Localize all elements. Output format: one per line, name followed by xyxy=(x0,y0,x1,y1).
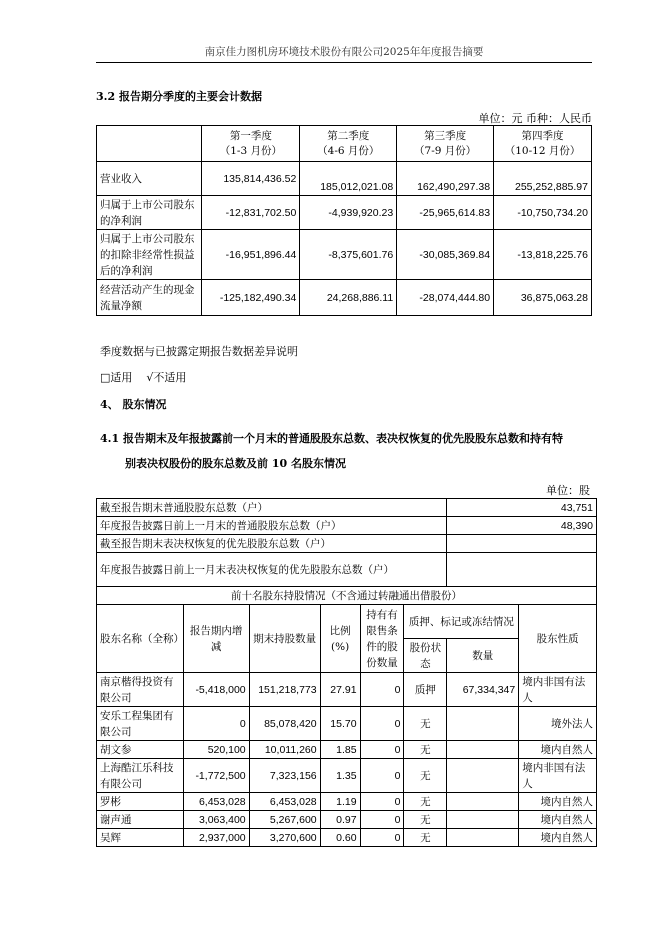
shareholder-change: 6,453,028 xyxy=(183,793,249,811)
shareholder-restricted: 0 xyxy=(360,793,404,811)
table-cell: -4,939,920.23 xyxy=(300,196,397,230)
shareholder-qty xyxy=(447,829,519,847)
shareholder-status: 无 xyxy=(404,829,447,847)
shareholder-name: 谢声通 xyxy=(97,811,184,829)
q2-header: 第二季度 （4-6 月份） xyxy=(300,126,397,162)
table-cell: -13,818,225.76 xyxy=(494,230,592,280)
shareholder-status: 无 xyxy=(404,811,447,829)
top10-title-row xyxy=(97,587,597,605)
table-cell: 162,490,297.38 xyxy=(397,162,494,196)
summary-value xyxy=(447,535,597,553)
col-header-pledge-status: 股份状态 xyxy=(404,639,447,673)
shareholder-change: -1,772,500 xyxy=(183,759,249,793)
table-cell: 255,252,885.97 xyxy=(494,162,592,196)
quarterly-data-table xyxy=(96,125,592,316)
shareholder-status: 质押 xyxy=(404,673,447,707)
diff-note-options xyxy=(100,369,186,385)
summary-value xyxy=(447,553,597,587)
shareholder-ratio: 15.70 xyxy=(320,707,360,741)
row-label: 归属于上市公司股东的扣除非经常性损益后的净利润 xyxy=(97,230,202,280)
table-cell: -12,831,702.50 xyxy=(202,196,300,230)
shareholder-holding: 10,011,260 xyxy=(249,741,320,759)
table-row xyxy=(97,162,592,196)
section-4-1-heading-line1: 4.1 报告期末及年报披露前一个月末的普通股股东总数、表决权恢复的优先股股东总数和持有特 xyxy=(100,432,563,445)
shareholder-ratio: 1.85 xyxy=(320,741,360,759)
shareholder-nature: 境内自然人 xyxy=(519,793,597,811)
section-3-2-heading: 3.2 报告期分季度的主要会计数据 xyxy=(96,90,262,103)
col-header-name: 股东名称（全称） xyxy=(97,605,184,673)
shareholder-restricted: 0 xyxy=(360,673,404,707)
col-header-nature: 股东性质 xyxy=(519,605,597,673)
shareholder-table xyxy=(96,498,597,847)
shareholder-holding: 7,323,156 xyxy=(249,759,320,793)
shareholder-restricted: 0 xyxy=(360,811,404,829)
summary-label: 年度报告披露日前上一月末的普通股股东总数（户） xyxy=(97,517,447,535)
table-cell: 24,268,886.11 xyxy=(300,280,397,316)
shareholder-ratio: 27.91 xyxy=(320,673,360,707)
section-4-1-heading-line2: 别表决权股份的股东总数及前 10 名股东情况 xyxy=(125,457,346,470)
q3-header: 第三季度 （7-9 月份） xyxy=(397,126,494,162)
shareholder-change: 2,937,000 xyxy=(183,829,249,847)
shareholder-change: 3,063,400 xyxy=(183,811,249,829)
summary-row xyxy=(97,535,597,553)
table-cell: 36,875,063.28 xyxy=(494,280,592,316)
applicable-checkbox: □适用 xyxy=(100,371,133,384)
shareholder-nature: 境内非国有法人 xyxy=(519,673,597,707)
table-row xyxy=(97,741,597,759)
shareholder-ratio: 0.60 xyxy=(320,829,360,847)
summary-row xyxy=(97,553,597,587)
shareholder-restricted: 0 xyxy=(360,707,404,741)
table-cell: 135,814,436.52 xyxy=(202,162,300,196)
summary-label: 截至报告期末表决权恢复的优先股股东总数（户） xyxy=(97,535,447,553)
row-label: 经营活动产生的现金流量净额 xyxy=(97,280,202,316)
table-row xyxy=(97,811,597,829)
page-header: 南京佳力图机房环境技术股份有限公司2025年年度报告摘要 xyxy=(204,46,484,58)
table-row xyxy=(97,230,592,280)
shareholder-status: 无 xyxy=(404,759,447,793)
col-header-restricted: 持有有限售条件的股份数量 xyxy=(360,605,404,673)
diff-note-text: 季度数据与已披露定期报告数据差异说明 xyxy=(100,345,298,358)
header-rule xyxy=(96,62,592,63)
shareholder-name: 安乐工程集团有限公司 xyxy=(97,707,184,741)
shareholder-qty xyxy=(447,707,519,741)
shareholder-qty xyxy=(447,811,519,829)
top10-title: 前十名股东持股情况（不含通过转融通出借股份） xyxy=(97,587,597,605)
shareholder-holding: 85,078,420 xyxy=(249,707,320,741)
summary-value: 48,390 xyxy=(447,517,597,535)
quarterly-header-corner xyxy=(97,126,202,162)
summary-label: 年度报告披露日前上一月末表决权恢复的优先股股东总数（户） xyxy=(97,553,447,587)
shareholder-name: 胡文参 xyxy=(97,741,184,759)
table-cell: -125,182,490.34 xyxy=(202,280,300,316)
table-cell: -28,074,444.80 xyxy=(397,280,494,316)
summary-label: 截至报告期末普通股股东总数（户） xyxy=(97,499,447,517)
shareholder-nature: 境外法人 xyxy=(519,707,597,741)
shareholder-status: 无 xyxy=(404,707,447,741)
shareholder-status: 无 xyxy=(404,741,447,759)
column-header-row xyxy=(97,605,597,639)
shareholder-name: 罗彬 xyxy=(97,793,184,811)
q4-header: 第四季度 （10-12 月份） xyxy=(494,126,592,162)
shareholder-change: -5,418,000 xyxy=(183,673,249,707)
table-row xyxy=(97,673,597,707)
table-row xyxy=(97,707,597,741)
table-row xyxy=(97,759,597,793)
row-label: 营业收入 xyxy=(97,162,202,196)
table-row xyxy=(97,829,597,847)
summary-row xyxy=(97,499,597,517)
shareholder-unit-label: 单位：股 xyxy=(546,484,590,497)
shareholder-qty: 67,334,347 xyxy=(447,673,519,707)
shareholder-change: 520,100 xyxy=(183,741,249,759)
col-header-change: 报告期内增减 xyxy=(183,605,249,673)
table-cell: 185,012,021.08 xyxy=(300,162,397,196)
shareholder-nature: 境内自然人 xyxy=(519,829,597,847)
shareholder-qty xyxy=(447,793,519,811)
shareholder-nature: 境内非国有法人 xyxy=(519,759,597,793)
quarterly-unit-label: 单位：元 币种：人民币 xyxy=(478,112,592,125)
col-header-holding: 期末持股数量 xyxy=(249,605,320,673)
shareholder-holding: 151,218,773 xyxy=(249,673,320,707)
table-cell: -30,085,369.84 xyxy=(397,230,494,280)
shareholder-qty xyxy=(447,759,519,793)
col-header-pledge-group: 质押、标记或冻结情况 xyxy=(404,605,519,639)
section-4-heading: 4、 股东情况 xyxy=(100,398,167,411)
table-row xyxy=(97,280,592,316)
table-row xyxy=(97,196,592,230)
shareholder-holding: 6,453,028 xyxy=(249,793,320,811)
shareholder-name: 南京楷得投资有限公司 xyxy=(97,673,184,707)
not-applicable-checkbox: √不适用 xyxy=(146,371,187,384)
shareholder-holding: 3,270,600 xyxy=(249,829,320,847)
shareholder-ratio: 1.35 xyxy=(320,759,360,793)
shareholder-ratio: 1.19 xyxy=(320,793,360,811)
table-cell: -8,375,601.76 xyxy=(300,230,397,280)
table-cell: -25,965,614.83 xyxy=(397,196,494,230)
quarterly-header-row xyxy=(97,126,592,162)
table-row xyxy=(97,793,597,811)
shareholder-qty xyxy=(447,741,519,759)
shareholder-name: 上海酷江乐科技有限公司 xyxy=(97,759,184,793)
col-header-ratio: 比例(%) xyxy=(320,605,360,673)
shareholder-change: 0 xyxy=(183,707,249,741)
summary-row xyxy=(97,517,597,535)
shareholder-ratio: 0.97 xyxy=(320,811,360,829)
summary-value: 43,751 xyxy=(447,499,597,517)
table-cell: -10,750,734.20 xyxy=(494,196,592,230)
col-header-pledge-qty: 数量 xyxy=(447,639,519,673)
shareholder-nature: 境内自然人 xyxy=(519,741,597,759)
shareholder-restricted: 0 xyxy=(360,759,404,793)
row-label: 归属于上市公司股东的净利润 xyxy=(97,196,202,230)
table-cell: -16,951,896.44 xyxy=(202,230,300,280)
shareholder-restricted: 0 xyxy=(360,741,404,759)
shareholder-name: 吴辉 xyxy=(97,829,184,847)
shareholder-holding: 5,267,600 xyxy=(249,811,320,829)
shareholder-status: 无 xyxy=(404,793,447,811)
shareholder-restricted: 0 xyxy=(360,829,404,847)
q1-header: 第一季度 （1-3 月份） xyxy=(202,126,300,162)
shareholder-nature: 境内自然人 xyxy=(519,811,597,829)
